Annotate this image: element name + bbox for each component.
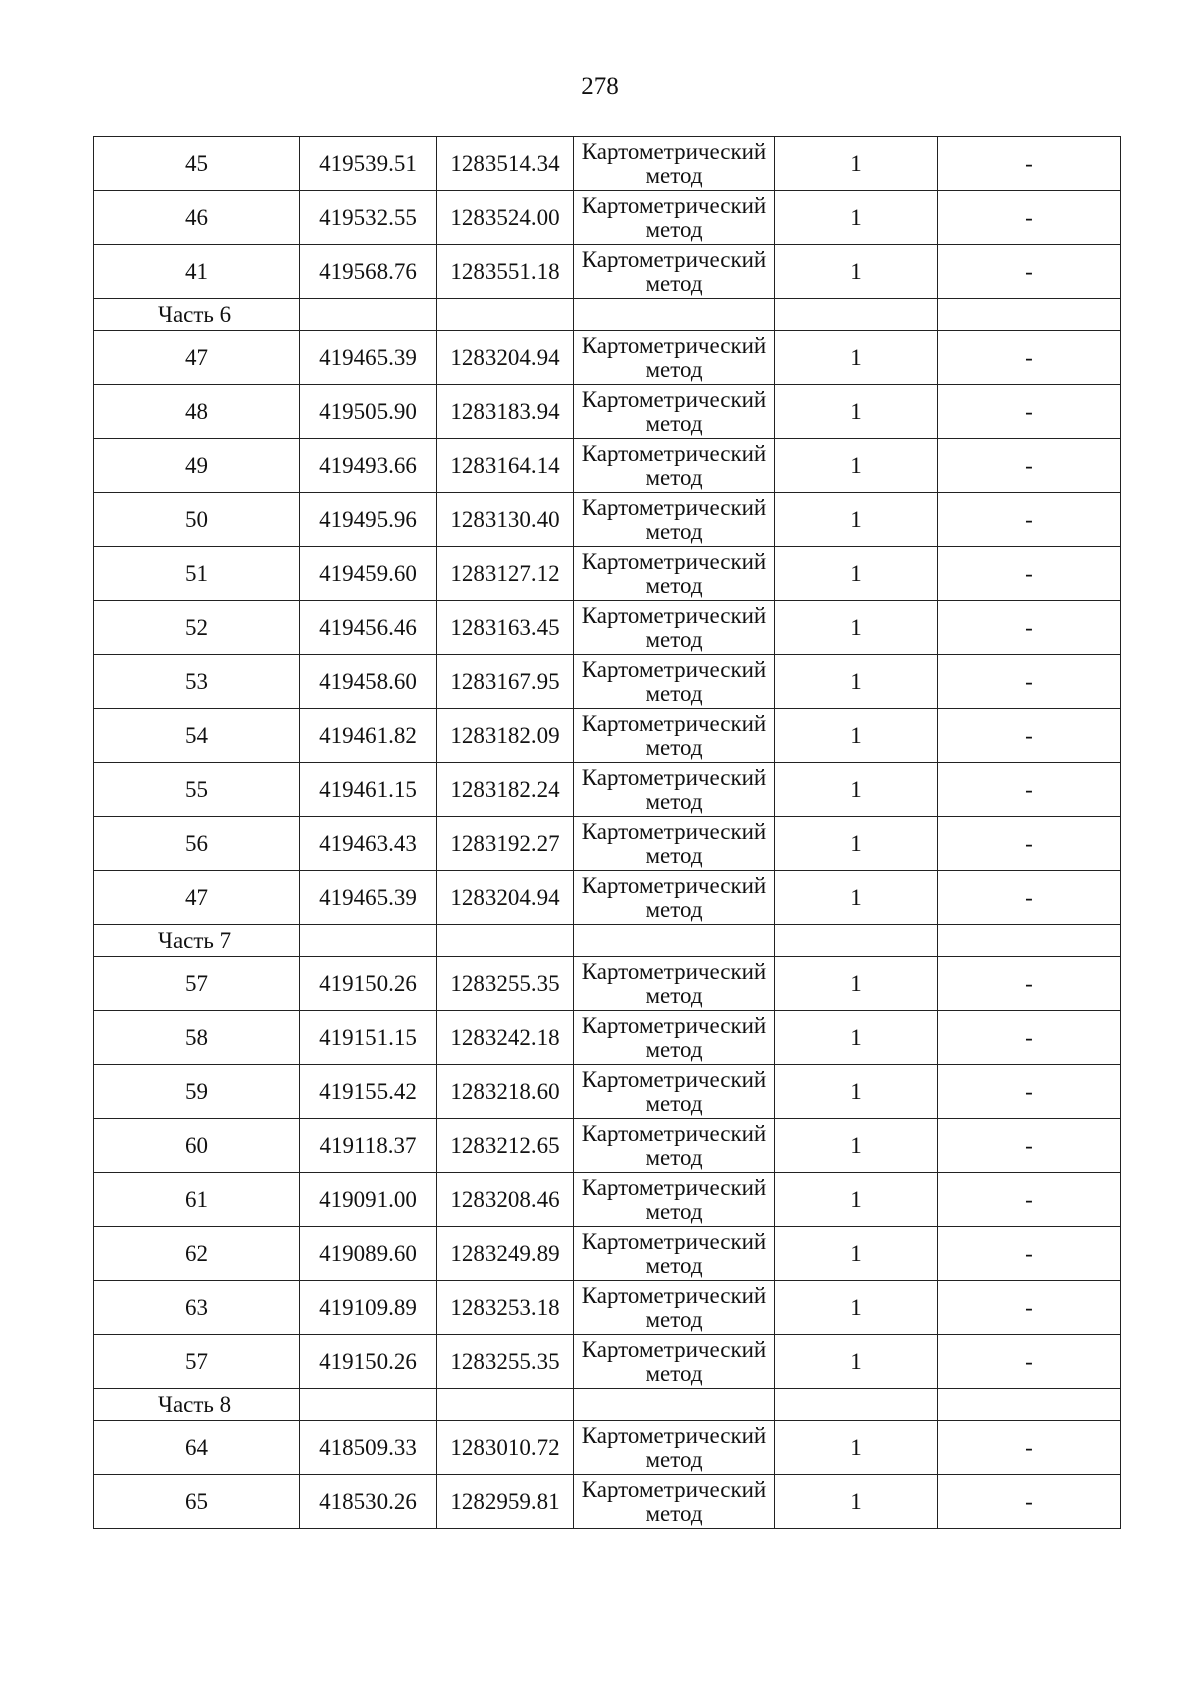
method-cell	[574, 1335, 775, 1389]
note-value: -	[938, 601, 1121, 655]
table-row	[94, 385, 1121, 439]
note-value: -	[938, 1421, 1121, 1475]
empty-cell	[938, 1389, 1121, 1421]
coordinate-x: 419109.89	[300, 1281, 437, 1335]
point-number: 48	[94, 385, 300, 439]
coordinate-x: 419150.26	[300, 957, 437, 1011]
coordinate-x: 419463.43	[300, 817, 437, 871]
coordinate-x: 419118.37	[300, 1119, 437, 1173]
coordinate-y: 1283010.72	[437, 1421, 574, 1475]
note-value: -	[938, 439, 1121, 493]
point-number: 63	[94, 1281, 300, 1335]
point-number: 60	[94, 1119, 300, 1173]
coordinate-x: 419461.82	[300, 709, 437, 763]
empty-cell	[300, 299, 437, 331]
table-row	[94, 439, 1121, 493]
coordinate-x: 418509.33	[300, 1421, 437, 1475]
note-value: -	[938, 709, 1121, 763]
point-number: 64	[94, 1421, 300, 1475]
method-cell	[574, 1119, 775, 1173]
method-line-2: метод	[645, 1144, 703, 1170]
method-line-1: Картометрический	[581, 764, 767, 790]
method-line-2: метод	[645, 680, 703, 706]
table-row	[94, 601, 1121, 655]
point-number: 54	[94, 709, 300, 763]
coordinate-y: 1283204.94	[437, 871, 574, 925]
coordinate-y: 1283524.00	[437, 191, 574, 245]
method-line-2: метод	[645, 1360, 703, 1386]
accuracy-value: 1	[775, 601, 938, 655]
accuracy-value: 1	[775, 1173, 938, 1227]
table-row	[94, 493, 1121, 547]
note-value: -	[938, 1281, 1121, 1335]
note-value: -	[938, 655, 1121, 709]
point-number: 51	[94, 547, 300, 601]
coordinate-x: 419091.00	[300, 1173, 437, 1227]
empty-cell	[437, 1389, 574, 1421]
table-row	[94, 655, 1121, 709]
point-number: 58	[94, 1011, 300, 1065]
method-line-2: метод	[645, 1306, 703, 1332]
coordinate-y: 1283255.35	[437, 957, 574, 1011]
coordinate-y: 1283249.89	[437, 1227, 574, 1281]
note-value: -	[938, 385, 1121, 439]
accuracy-value: 1	[775, 245, 938, 299]
note-value: -	[938, 957, 1121, 1011]
coordinate-x: 419150.26	[300, 1335, 437, 1389]
empty-cell	[775, 925, 938, 957]
coordinate-x: 419461.15	[300, 763, 437, 817]
point-number: 55	[94, 763, 300, 817]
empty-cell	[574, 925, 775, 957]
point-number: 47	[94, 331, 300, 385]
empty-cell	[300, 1389, 437, 1421]
coordinates-table-body	[94, 137, 1121, 1529]
method-line-1: Картометрический	[581, 1174, 767, 1200]
method-line-2: метод	[645, 1252, 703, 1278]
table-row	[94, 763, 1121, 817]
method-cell	[574, 871, 775, 925]
point-number: 62	[94, 1227, 300, 1281]
method-cell	[574, 709, 775, 763]
empty-cell	[574, 1389, 775, 1421]
method-cell	[574, 137, 775, 191]
note-value: -	[938, 1011, 1121, 1065]
empty-cell	[775, 1389, 938, 1421]
table-row	[94, 957, 1121, 1011]
coordinate-y: 1283242.18	[437, 1011, 574, 1065]
note-value: -	[938, 191, 1121, 245]
note-value: -	[938, 817, 1121, 871]
coordinate-y: 1283212.65	[437, 1119, 574, 1173]
method-line-1: Картометрический	[581, 958, 767, 984]
table-row	[94, 245, 1121, 299]
accuracy-value: 1	[775, 1227, 938, 1281]
point-number: 65	[94, 1475, 300, 1529]
method-cell	[574, 1421, 775, 1475]
method-cell	[574, 1173, 775, 1227]
method-line-2: метод	[645, 356, 703, 382]
table-row	[94, 1011, 1121, 1065]
table-row	[94, 191, 1121, 245]
method-line-1: Картометрический	[581, 494, 767, 520]
part-header-row	[94, 299, 1121, 331]
method-line-2: метод	[645, 982, 703, 1008]
method-cell	[574, 601, 775, 655]
method-line-1: Картометрический	[581, 656, 767, 682]
method-line-1: Картометрический	[581, 548, 767, 574]
point-number: 46	[94, 191, 300, 245]
point-number: 49	[94, 439, 300, 493]
coordinate-x: 419532.55	[300, 191, 437, 245]
table-row	[94, 871, 1121, 925]
method-line-1: Картометрический	[581, 332, 767, 358]
coordinate-y: 1283204.94	[437, 331, 574, 385]
note-value: -	[938, 1227, 1121, 1281]
coordinate-y: 1283255.35	[437, 1335, 574, 1389]
table-row	[94, 1065, 1121, 1119]
accuracy-value: 1	[775, 1281, 938, 1335]
method-line-1: Картометрический	[581, 1282, 767, 1308]
method-cell	[574, 331, 775, 385]
point-number: 50	[94, 493, 300, 547]
method-line-2: метод	[645, 518, 703, 544]
part-label: Часть 6	[94, 299, 300, 331]
table-row	[94, 1421, 1121, 1475]
method-line-2: метод	[645, 626, 703, 652]
method-cell	[574, 957, 775, 1011]
method-line-1: Картометрический	[581, 818, 767, 844]
part-header-row	[94, 1389, 1121, 1421]
method-line-1: Картометрический	[581, 602, 767, 628]
method-line-1: Картометрический	[581, 192, 767, 218]
accuracy-value: 1	[775, 1335, 938, 1389]
coordinate-y: 1283551.18	[437, 245, 574, 299]
method-cell	[574, 191, 775, 245]
coordinate-y: 1283514.34	[437, 137, 574, 191]
method-cell	[574, 245, 775, 299]
point-number: 59	[94, 1065, 300, 1119]
method-line-2: метод	[645, 162, 703, 188]
coordinate-x: 419465.39	[300, 871, 437, 925]
empty-cell	[300, 925, 437, 957]
accuracy-value: 1	[775, 709, 938, 763]
part-label: Часть 8	[94, 1389, 300, 1421]
empty-cell	[938, 299, 1121, 331]
accuracy-value: 1	[775, 817, 938, 871]
note-value: -	[938, 1335, 1121, 1389]
accuracy-value: 1	[775, 1011, 938, 1065]
note-value: -	[938, 1173, 1121, 1227]
table-row	[94, 137, 1121, 191]
method-line-1: Картометрический	[581, 1066, 767, 1092]
table-row	[94, 1475, 1121, 1529]
coordinate-y: 1283208.46	[437, 1173, 574, 1227]
accuracy-value: 1	[775, 493, 938, 547]
coordinate-x: 419465.39	[300, 331, 437, 385]
method-line-2: метод	[645, 572, 703, 598]
table-row	[94, 1281, 1121, 1335]
accuracy-value: 1	[775, 1065, 938, 1119]
coordinate-x: 418530.26	[300, 1475, 437, 1529]
method-line-2: метод	[645, 1500, 703, 1526]
empty-cell	[437, 299, 574, 331]
method-line-2: метод	[645, 1090, 703, 1116]
method-cell	[574, 547, 775, 601]
note-value: -	[938, 331, 1121, 385]
accuracy-value: 1	[775, 331, 938, 385]
table-row	[94, 709, 1121, 763]
table-row	[94, 331, 1121, 385]
accuracy-value: 1	[775, 871, 938, 925]
coordinate-y: 1283183.94	[437, 385, 574, 439]
coordinate-y: 1283182.09	[437, 709, 574, 763]
method-line-1: Картометрический	[581, 1012, 767, 1038]
method-cell	[574, 763, 775, 817]
coordinate-y: 1283167.95	[437, 655, 574, 709]
accuracy-value: 1	[775, 957, 938, 1011]
note-value: -	[938, 763, 1121, 817]
accuracy-value: 1	[775, 385, 938, 439]
point-number: 52	[94, 601, 300, 655]
accuracy-value: 1	[775, 1119, 938, 1173]
method-cell	[574, 1011, 775, 1065]
point-number: 53	[94, 655, 300, 709]
method-line-1: Картометрический	[581, 1422, 767, 1448]
method-cell	[574, 1227, 775, 1281]
accuracy-value: 1	[775, 1475, 938, 1529]
coordinate-x: 419568.76	[300, 245, 437, 299]
method-line-1: Картометрический	[581, 872, 767, 898]
coordinate-x: 419493.66	[300, 439, 437, 493]
method-cell	[574, 655, 775, 709]
coordinate-x: 419458.60	[300, 655, 437, 709]
table-row	[94, 547, 1121, 601]
point-number: 56	[94, 817, 300, 871]
coordinate-y: 1283130.40	[437, 493, 574, 547]
table-row	[94, 817, 1121, 871]
method-line-2: метод	[645, 734, 703, 760]
coordinate-y: 1283192.27	[437, 817, 574, 871]
method-cell	[574, 1475, 775, 1529]
coordinate-x: 419155.42	[300, 1065, 437, 1119]
method-line-2: метод	[645, 1446, 703, 1472]
point-number: 57	[94, 957, 300, 1011]
note-value: -	[938, 547, 1121, 601]
point-number: 47	[94, 871, 300, 925]
part-header-row	[94, 925, 1121, 957]
method-line-1: Картометрический	[581, 1120, 767, 1146]
empty-cell	[574, 299, 775, 331]
method-line-1: Картометрический	[581, 710, 767, 736]
table-row	[94, 1173, 1121, 1227]
method-line-1: Картометрический	[581, 1228, 767, 1254]
coordinate-y: 1282959.81	[437, 1475, 574, 1529]
coordinate-x: 419495.96	[300, 493, 437, 547]
method-line-2: метод	[645, 1198, 703, 1224]
table-row	[94, 1335, 1121, 1389]
coordinates-table	[93, 136, 1121, 1529]
method-cell	[574, 1065, 775, 1119]
method-line-1: Картометрический	[581, 1476, 767, 1502]
coordinate-x: 419459.60	[300, 547, 437, 601]
method-line-2: метод	[645, 410, 703, 436]
method-cell	[574, 493, 775, 547]
point-number: 45	[94, 137, 300, 191]
table-row	[94, 1119, 1121, 1173]
coordinate-x: 419456.46	[300, 601, 437, 655]
method-cell	[574, 385, 775, 439]
method-line-1: Картометрический	[581, 440, 767, 466]
empty-cell	[775, 299, 938, 331]
accuracy-value: 1	[775, 763, 938, 817]
coordinate-y: 1283182.24	[437, 763, 574, 817]
method-line-1: Картометрический	[581, 1336, 767, 1362]
method-line-1: Картометрический	[581, 246, 767, 272]
method-cell	[574, 817, 775, 871]
note-value: -	[938, 493, 1121, 547]
accuracy-value: 1	[775, 137, 938, 191]
point-number: 57	[94, 1335, 300, 1389]
coordinate-y: 1283163.45	[437, 601, 574, 655]
accuracy-value: 1	[775, 439, 938, 493]
method-line-1: Картометрический	[581, 386, 767, 412]
note-value: -	[938, 1065, 1121, 1119]
note-value: -	[938, 871, 1121, 925]
coordinate-x: 419539.51	[300, 137, 437, 191]
table-row	[94, 1227, 1121, 1281]
method-line-2: метод	[645, 842, 703, 868]
coordinate-y: 1283164.14	[437, 439, 574, 493]
method-line-2: метод	[645, 1036, 703, 1062]
method-line-2: метод	[645, 896, 703, 922]
accuracy-value: 1	[775, 547, 938, 601]
point-number: 61	[94, 1173, 300, 1227]
page-number: 278	[581, 73, 619, 100]
method-line-2: метод	[645, 216, 703, 242]
note-value: -	[938, 1475, 1121, 1529]
coordinate-x: 419505.90	[300, 385, 437, 439]
empty-cell	[437, 925, 574, 957]
coordinate-y: 1283253.18	[437, 1281, 574, 1335]
accuracy-value: 1	[775, 1421, 938, 1475]
point-number: 41	[94, 245, 300, 299]
coordinate-y: 1283218.60	[437, 1065, 574, 1119]
note-value: -	[938, 245, 1121, 299]
accuracy-value: 1	[775, 191, 938, 245]
note-value: -	[938, 1119, 1121, 1173]
note-value: -	[938, 137, 1121, 191]
method-line-2: метод	[645, 270, 703, 296]
empty-cell	[938, 925, 1121, 957]
method-line-2: метод	[645, 788, 703, 814]
method-cell	[574, 439, 775, 493]
method-line-1: Картометрический	[581, 138, 767, 164]
coordinate-x: 419151.15	[300, 1011, 437, 1065]
coordinate-x: 419089.60	[300, 1227, 437, 1281]
method-line-2: метод	[645, 464, 703, 490]
method-cell	[574, 1281, 775, 1335]
accuracy-value: 1	[775, 655, 938, 709]
part-label: Часть 7	[94, 925, 300, 957]
coordinate-y: 1283127.12	[437, 547, 574, 601]
